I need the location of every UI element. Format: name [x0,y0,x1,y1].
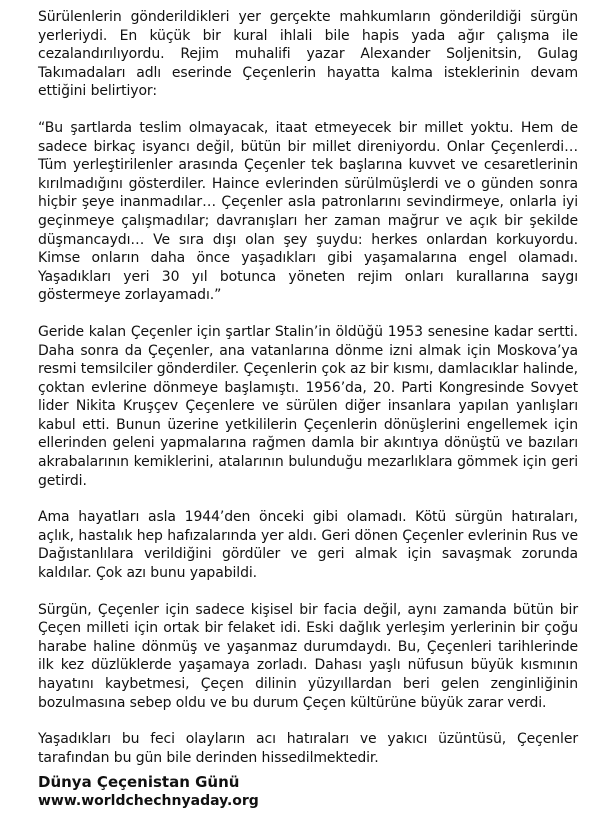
paragraph-after-stalin: Geride kalan Çeçenler için şartlar Stalin’in öldüğü 1953 senesine kadar sertti. Daha sonra da Çeçenler, ana vatanlarına dönme izni almak için Moskova’ya resmi temsilciler gönderdiler. Çeçenlerin çok az bir kısmı, damlacıklar halinde, çoktan evlerine dönmeye başlamıştı. 1956’da, 20. Parti Kongresinde Sovyet lider Nikita Kruşçev Çeçenlere ve sürülen diğer insanlara yapılan yanlışları kabul etti. Bunun üzerine yetkililerin Çeçenlerin dönüşlerini engellemek için ellerinden geleni yapmalarına rağmen damla bir akıntıya dönüştü ve bazıları akrabalarının kemiklerini, atalarının bulunduğu mezarlıklara gömmek için geri getirdi. [38,323,578,489]
paragraph-exile-places: Sürülenlerin gönderildikleri yer gerçekte mahkumların gönderildiği sürgün yerleriydi. En küçük bir kural ihlali bile hapis yada ağır çalışma ile cezalandırılıyordu. Rejim muhalifi yazar Alexander Soljenitsin, Gulag Takımadaları adlı eserinde Çeçenlerin hayatta kalma isteklerinin devam ettiğini belirtiyor: [38,9,578,100]
footer-url: www.worldchechnyaday.org [38,793,259,809]
paragraph-life-after-1944: Ama hayatları asla 1944’den önceki gibi olamadı. Kötü sürgün hatıraları, açlık, hastalık hep hafızalarında yer aldı. Geri dönen Çeçenler evlerinin Rus ve Dağıstanlılara verildiğini gördüler ve geri almak için savaşmak zorunda kaldılar. Çok azı bunu yapabildi. [38,509,578,582]
document-body [38,8,578,785]
footer [38,772,578,811]
footer-title: Dünya Çeçenistan Günü [38,773,240,791]
paragraph-memories: Yaşadıkları bu feci olayların acı hatıraları ve yakıcı üzüntüsü, Çeçenler tarafından bu gün bile derinden hissedilmektedir. [38,731,578,766]
paragraph-quote: “Bu şartlarda teslim olmayacak, itaat etmeyecek bir millet yoktu. Hem de sadece birkaç isyancı değil, bütün bir millet direniyordu. Onlar Çeçenlerdi… Tüm yerleştirilenler arasında Çeçenler tek başlarına kuvvet ve cesaretlerinin kırılmadığını gösterdiler. Haince evlerinden sürülmüşlerdi ve o günden sonra hiçbir şeye inanmadılar… Çeçenler asla patronlarını sevindirmeye, onlarla iyi geçinmeye çalışmadılar; davranışları her zaman mağrur ve açık bir şekilde düşmancaydı… Ve sıra dışı olan şey şuydu: herkes onlardan korkuyordu. Kimse onların daha önce yaşadıkları gibi yaşamalarına engel olamadı. Yaşadıkları yeri 30 yıl botunca yöneten rejim onları kurallarına saygı göstermeye zorlayamadı.” [38,119,578,304]
paragraph-collective-disaster: Sürgün, Çeçenler için sadece kişisel bir facia değil, aynı zamanda bütün bir Çeçen milleti için ortak bir felaket idi. Eski dağlık yerleşim yerlerinin bir çoğu harabe haline dönmüş ve yaşanmaz durumdaydı. Bu, Çeçenleri tarihlerinde ilk kez düzlüklerde yaşamaya zorladı. Dahası yaşlı nüfusun büyük kısmının hayatını kaybetmesi, Çeçen dilinin yüzyıllardan beri gelen zenginliğinin bozulmasına sebep oldu ve bu durum Çeçen kültürüne büyük zarar verdi. [38,601,578,711]
